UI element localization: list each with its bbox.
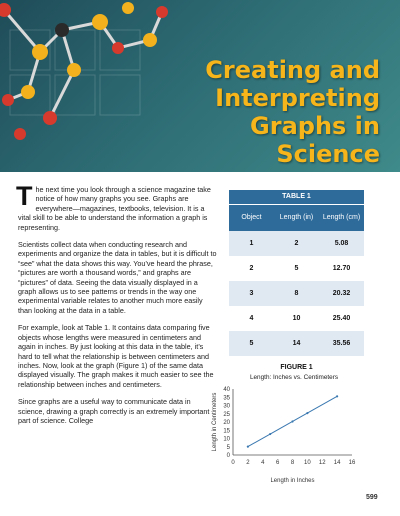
drop-cap: T xyxy=(16,181,33,211)
table-cell: 1 xyxy=(229,231,274,256)
table-cell: 10 xyxy=(274,306,319,331)
table-cell: 5 xyxy=(229,331,274,356)
y-tick-label: 0 xyxy=(226,453,230,459)
table-caption: TABLE 1 xyxy=(229,190,364,204)
y-tick-label: 30 xyxy=(223,403,230,410)
y-tick-label: 20 xyxy=(223,420,230,426)
x-axis-label: Length in Inches xyxy=(270,478,315,484)
y-tick-label: 35 xyxy=(223,395,230,402)
column-header: Object xyxy=(229,205,274,232)
title-line: Graphs in Science xyxy=(250,112,380,168)
paragraph-text: he next time you look through a science magazine take notice of how many graphs you see. Graphs are everywhere—magazines, textbooks, television. It is a vital skill to be able to understand the information a graph is representing. xyxy=(18,185,211,232)
x-tick-label: 16 xyxy=(348,460,356,466)
column-header: Length (in) xyxy=(274,205,319,232)
data-point xyxy=(247,446,249,448)
y-tick-label: 10 xyxy=(223,436,230,443)
table-cell: 35.56 xyxy=(319,331,364,356)
y-tick-label: 40 xyxy=(223,387,230,393)
table-cell: 20.32 xyxy=(319,281,364,306)
table-cell: 25.40 xyxy=(319,306,364,331)
y-tick-label: 15 xyxy=(223,428,230,435)
table-cell: 5 xyxy=(274,256,319,281)
x-tick-label: 8 xyxy=(290,460,295,466)
paragraph: Since graphs are a useful way to communicate data in science, drawing a graph correctly is an extremely important part of science. College xyxy=(18,397,210,425)
data-point xyxy=(269,433,271,435)
table-cell: 5.08 xyxy=(319,231,364,256)
table-cell: 8 xyxy=(274,281,319,306)
title-line: Interpreting xyxy=(215,84,380,112)
chart-title: Length: Inches vs. Centimeters xyxy=(249,374,339,381)
x-tick-label: 6 xyxy=(275,460,280,466)
data-point xyxy=(306,412,308,414)
page-number: 599 xyxy=(366,494,378,501)
x-tick-label: 14 xyxy=(333,460,341,466)
figure-label: FIGURE 1 xyxy=(280,364,313,371)
x-tick-label: 0 xyxy=(231,460,235,466)
title-line: Creating and xyxy=(205,56,380,84)
data-point xyxy=(336,395,338,397)
data-point xyxy=(291,420,293,422)
x-tick-label: 2 xyxy=(246,460,250,466)
table-cell: 2 xyxy=(274,231,319,256)
y-tick-label: 5 xyxy=(226,444,230,451)
x-tick-label: 12 xyxy=(318,460,326,466)
y-axis-label: Length in Centimeters xyxy=(212,392,218,452)
table-cell: 3 xyxy=(229,281,274,306)
paragraph: For example, look at Table 1. It contains data comparing five objects whose lengths were measured in centimeters and again in inches. By just looking at this data in the table, it’s hard to tell what the relationship is between centimeters and inches. Now, look at the graph (Figure 1) of the same data displayed visually. The graph makes it much easier to see the relationship between inches and centimeters. xyxy=(18,323,214,389)
table-cell: 4 xyxy=(229,306,274,331)
table-cell: 2 xyxy=(229,256,274,281)
x-tick-label: 4 xyxy=(261,460,265,466)
column-header: Length (cm) xyxy=(319,205,364,232)
y-tick-label: 25 xyxy=(223,411,230,418)
table-cell: 14 xyxy=(274,331,319,356)
table-cell: 12.70 xyxy=(319,256,364,281)
paragraph: Scientists collect data when conducting research and experiments and organize the data in tables, but it is difficult to “see” what the data shows this way. You’ve heard the phrase, “pictures are worth a thousand words,” and graphs are “pictures” of data. Seeing the data visually displayed in a graph allows us to see patterns or trends in the way one experimental variable relates to another much more easily than looking at the data in a table. xyxy=(18,240,217,315)
x-tick-label: 10 xyxy=(304,460,311,466)
